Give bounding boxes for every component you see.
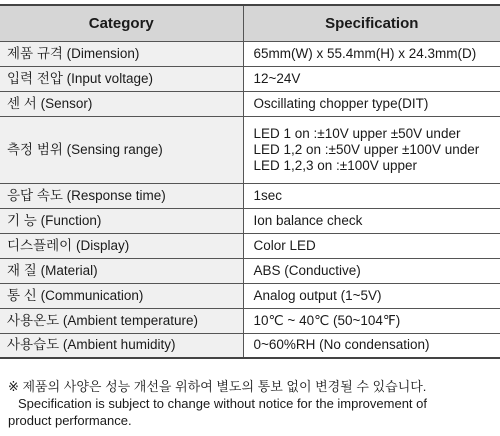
row-label: 센 서 (Sensor) — [0, 91, 243, 116]
row-value: Analog output (1~5V) — [243, 283, 500, 308]
row-value: Color LED — [243, 233, 500, 258]
row-label: 기 능 (Function) — [0, 208, 243, 233]
table-row-display — [0, 233, 500, 258]
specification-table — [0, 4, 500, 359]
row-value: 12~24V — [243, 66, 500, 91]
header-specification: Specification — [243, 5, 500, 41]
sensing-range-line-1: LED 1 on :±10V upper ±50V under — [253, 125, 461, 141]
row-value — [243, 116, 500, 183]
note-english-line-2: product performance. — [8, 413, 132, 428]
row-value: Oscillating chopper type(DIT) — [243, 91, 500, 116]
sensing-range-line-2: LED 1,2 on :±50V upper ±100V under — [253, 141, 480, 157]
table-row-input-voltage — [0, 66, 500, 91]
row-value: ABS (Conductive) — [243, 258, 500, 283]
row-value: Ion balance check — [243, 208, 500, 233]
table-row-response-time — [0, 183, 500, 208]
table-header-row — [0, 5, 500, 41]
table-row-communication — [0, 283, 500, 308]
row-value: 1sec — [243, 183, 500, 208]
sensing-range-line-3: LED 1,2,3 on :±100V upper — [253, 157, 418, 173]
table-row-ambient-temperature — [0, 308, 500, 333]
note-english-line-1: Specification is subject to change without notice for the improvement of — [18, 396, 427, 411]
row-label: 사용온도 (Ambient temperature) — [0, 308, 243, 333]
header-category: Category — [0, 5, 243, 41]
table-row-sensor — [0, 91, 500, 116]
row-label: 디스플레이 (Display) — [0, 233, 243, 258]
row-value: 0~60%RH (No condensation) — [243, 333, 500, 358]
row-label: 입력 전압 (Input voltage) — [0, 66, 243, 91]
row-label: 측정 범위 (Sensing range) — [0, 116, 243, 183]
table-row-dimension — [0, 41, 500, 66]
table-row-function — [0, 208, 500, 233]
note-korean: ※ 제품의 사양은 성능 개선을 위하여 별도의 통보 없이 변경될 수 있습니다. — [8, 379, 427, 394]
row-label: 사용습도 (Ambient humidity) — [0, 333, 243, 358]
row-label: 응답 속도 (Response time) — [0, 183, 243, 208]
row-label: 제품 규격 (Dimension) — [0, 41, 243, 66]
table-row-ambient-humidity — [0, 333, 500, 358]
table-row-sensing-range — [0, 116, 500, 183]
row-value: 10℃ ~ 40℃ (50~104℉) — [243, 308, 500, 333]
row-value: 65mm(W) x 55.4mm(H) x 24.3mm(D) — [243, 41, 500, 66]
table-row-material — [0, 258, 500, 283]
row-label: 재 질 (Material) — [0, 258, 243, 283]
disclaimer-note — [8, 378, 496, 429]
row-label: 통 신 (Communication) — [0, 283, 243, 308]
